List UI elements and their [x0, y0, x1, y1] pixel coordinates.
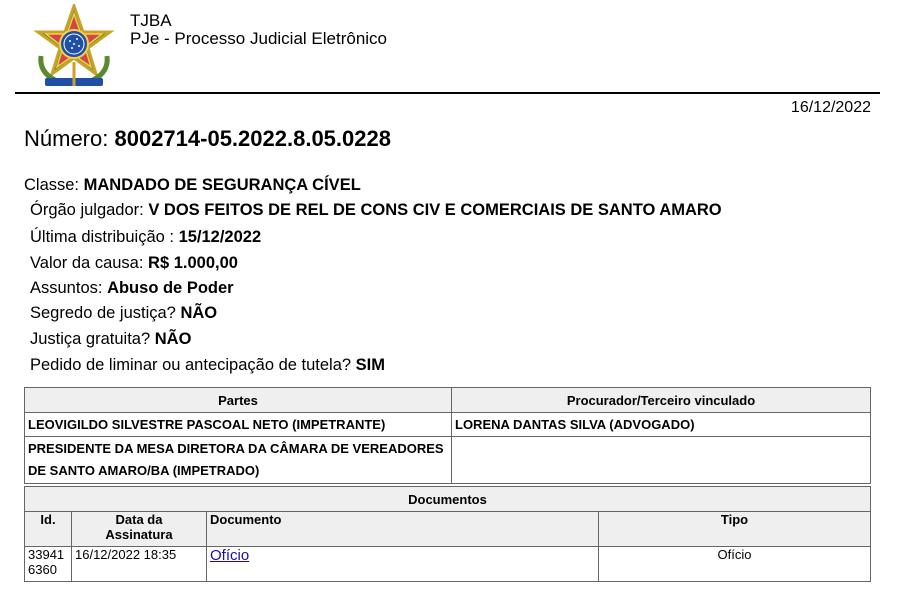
assuntos-value: Abuso de Poder [107, 279, 234, 297]
liminar-line [30, 356, 385, 375]
classe-line [24, 176, 361, 195]
procurador-cell [452, 437, 871, 484]
doc-type-cell: Ofício [599, 547, 871, 582]
numero-label: Número: [24, 126, 109, 151]
documentos-title: Documentos [25, 487, 871, 512]
distribuicao-value: 15/12/2022 [178, 228, 262, 246]
table-row [25, 437, 871, 484]
liminar-label: Pedido de liminar ou antecipação de tutela? [30, 356, 352, 374]
gratuita-value: NÃO [154, 330, 192, 348]
segredo-value: NÃO [180, 304, 218, 322]
header-divider [15, 92, 880, 94]
gratuita-line [30, 330, 191, 349]
liminar-value: SIM [355, 356, 385, 374]
court-name: TJBA [130, 11, 172, 30]
partes-table [24, 387, 871, 484]
document-link[interactable]: Ofício [210, 547, 250, 564]
brazil-coat-of-arms-icon [33, 4, 115, 90]
distribuicao-label: Última distribuição : [30, 228, 174, 246]
print-date: 16/12/2022 [790, 99, 871, 116]
valor-label: Valor da causa: [30, 254, 144, 272]
segredo-line [30, 304, 217, 323]
classe-label: Classe: [24, 176, 80, 194]
data-header: Data da Assinatura [72, 512, 207, 547]
system-name: PJe - Processo Judicial Eletrônico [130, 29, 388, 48]
orgao-line [30, 201, 722, 220]
doc-date-cell: 16/12/2022 18:35 [72, 547, 207, 582]
assuntos-line [30, 279, 234, 298]
process-number [24, 126, 391, 152]
partes-header: Partes [25, 388, 452, 413]
orgao-label: Órgão julgador: [30, 201, 144, 219]
numero-value: 8002714-05.2022.8.05.0228 [114, 126, 391, 151]
distribuicao-line [30, 228, 261, 247]
id-header: Id. [25, 512, 72, 547]
parte-cell: LEOVIGILDO SILVESTRE PASCOAL NETO (IMPETRANTE) [25, 413, 452, 437]
gratuita-label: Justiça gratuita? [30, 330, 151, 348]
assuntos-label: Assuntos: [30, 279, 103, 297]
valor-line [30, 254, 238, 273]
documento-header: Documento [207, 512, 599, 547]
parte-cell: PRESIDENTE DA MESA DIRETORA DA CÂMARA DE VEREADORES DE SANTO AMARO/BA (IMPETRADO) [25, 437, 452, 484]
procurador-cell: LORENA DANTAS SILVA (ADVOGADO) [452, 413, 871, 437]
procurador-header: Procurador/Terceiro vinculado [452, 388, 871, 413]
table-row [25, 413, 871, 437]
table-row [25, 547, 871, 582]
tipo-header: Tipo [599, 512, 871, 547]
doc-name-cell [207, 547, 599, 582]
documentos-table [24, 486, 871, 582]
page-header [0, 0, 900, 96]
segredo-label: Segredo de justiça? [30, 304, 176, 322]
orgao-value: V DOS FEITOS DE REL DE CONS CIV E COMERCIAIS DE SANTO AMARO [148, 201, 722, 219]
doc-id-cell: 339416360 [25, 547, 72, 582]
classe-value: MANDADO DE SEGURANÇA CÍVEL [83, 176, 361, 194]
valor-value: R$ 1.000,00 [148, 254, 238, 272]
